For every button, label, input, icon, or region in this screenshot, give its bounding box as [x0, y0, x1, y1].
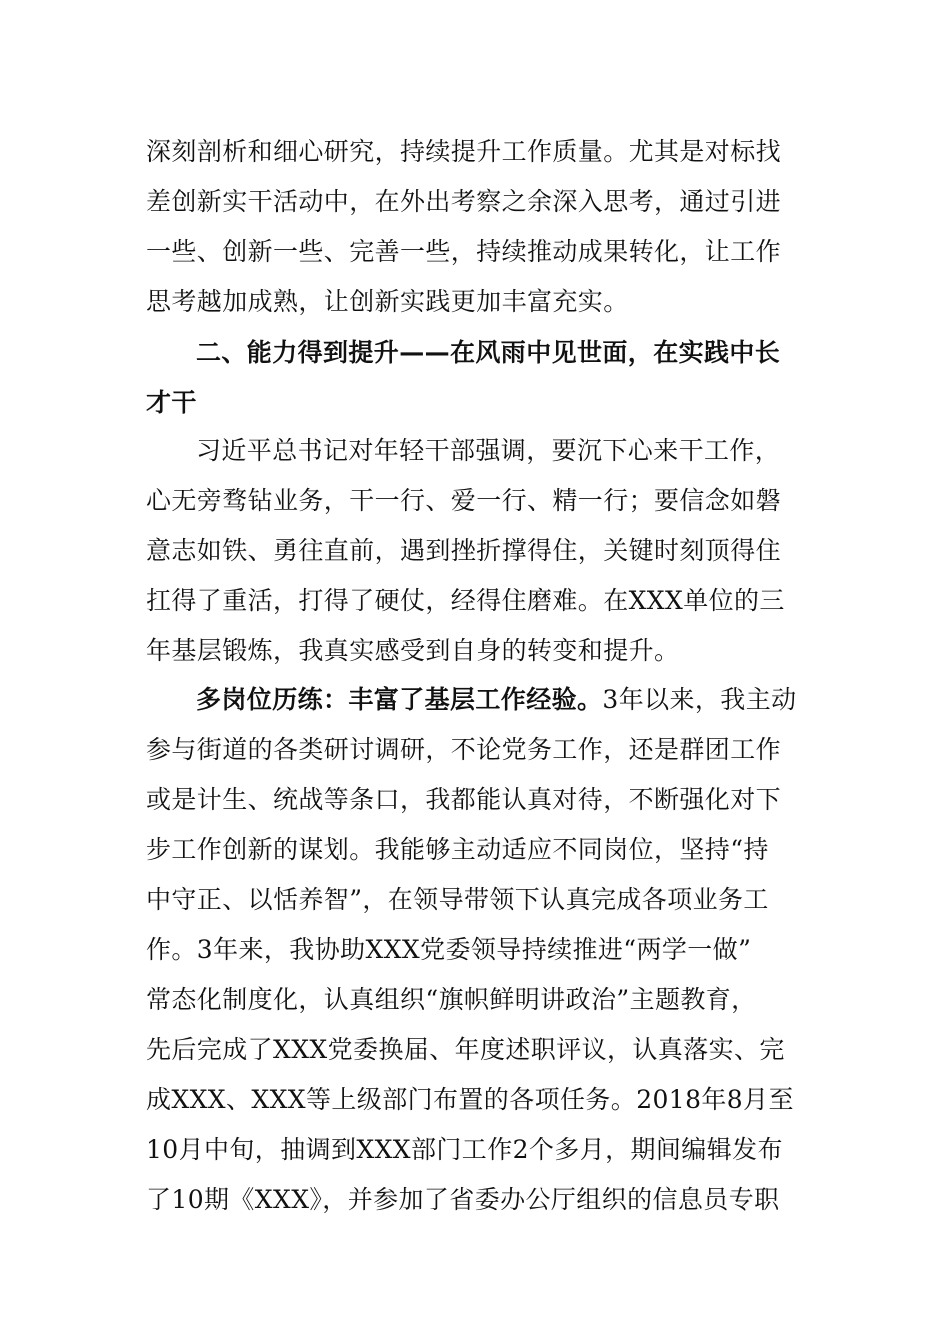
paragraph-line: 习近平总书记对年轻干部强调，要沉下心来干工作，	[196, 436, 781, 465]
paragraph-lead-bold: 多岗位历练：丰富了基层工作经验。	[196, 685, 603, 714]
paragraph-line: 或是计生、统战等条口，我都能认真对待，不断强化对下	[146, 785, 782, 814]
paragraph-line: 差创新实干活动中，在外出考察之余深入思考，通过引进	[146, 187, 782, 216]
text-line	[196, 680, 797, 720]
text-line	[146, 930, 806, 970]
paragraph-line: 10月中旬，抽调到XXX部门工作2个多月，期间编辑发布	[146, 1135, 783, 1164]
text-line	[146, 880, 806, 920]
text-line	[146, 980, 806, 1020]
text-line	[196, 431, 780, 471]
text-line	[146, 780, 806, 820]
text-line	[146, 581, 806, 621]
text-line	[146, 631, 679, 671]
paragraph-line: 成XXX、XXX等上级部门布置的各项任务。2018年8月至	[146, 1085, 794, 1114]
text-line	[146, 531, 806, 571]
paragraph-line: 心无旁骛钻业务，干一行、爱一行、精一行；要信念如磐	[146, 486, 782, 515]
paragraph-line: 了10期《XXX》，并参加了省委办公厅组织的信息员专职	[146, 1185, 780, 1214]
text-line	[146, 830, 806, 870]
heading-line: 才干	[146, 388, 197, 417]
text-line	[146, 1080, 806, 1120]
text-line	[146, 730, 806, 770]
text-line	[146, 481, 806, 521]
text-line	[146, 1030, 806, 1070]
paragraph-line: 扛得了重活，打得了硬仗，经得住磨难。在XXX单位的三	[146, 586, 785, 615]
text-line	[146, 1180, 806, 1220]
paragraph-line: 作。3年来，我协助XXX党委领导持续推进“两学一做”	[146, 935, 752, 964]
text-line	[146, 182, 806, 222]
text-line	[146, 282, 629, 322]
heading-line: 二、能力得到提升——在风雨中见世面，在实践中长	[196, 338, 781, 367]
paragraph-line: 常态化制度化，认真组织“旗帜鲜明讲政治”主题教育，	[146, 985, 757, 1014]
paragraph-line: 一些、创新一些、完善一些，持续推动成果转化，让工作	[146, 237, 782, 266]
section-heading-cont	[146, 383, 197, 423]
paragraph-line: 步工作创新的谋划。我能够主动适应不同岗位，坚持“持	[146, 835, 769, 864]
text-line	[146, 132, 806, 172]
paragraph-line: 先后完成了XXX党委换届、年度述职评议，认真落实、完	[146, 1035, 785, 1064]
paragraph-line: 思考越加成熟，让创新实践更加丰富充实。	[146, 287, 629, 316]
paragraph-line: 意志如铁、勇往直前，遇到挫折撑得住，关键时刻顶得住	[146, 536, 782, 565]
paragraph-line: 3年以来，我主动	[602, 685, 797, 714]
text-line	[146, 1130, 806, 1170]
text-line	[146, 232, 806, 272]
paragraph-line: 参与街道的各类研讨调研，不论党务工作，还是群团工作	[146, 735, 782, 764]
section-heading	[196, 333, 780, 373]
paragraph-line: 深刻剖析和细心研究，持续提升工作质量。尤其是对标找	[146, 137, 782, 166]
paragraph-line: 年基层锻炼，我真实感受到自身的转变和提升。	[146, 636, 680, 665]
paragraph-line: 中守正、以恬养智”，在领导带领下认真完成各项业务工	[146, 885, 769, 914]
